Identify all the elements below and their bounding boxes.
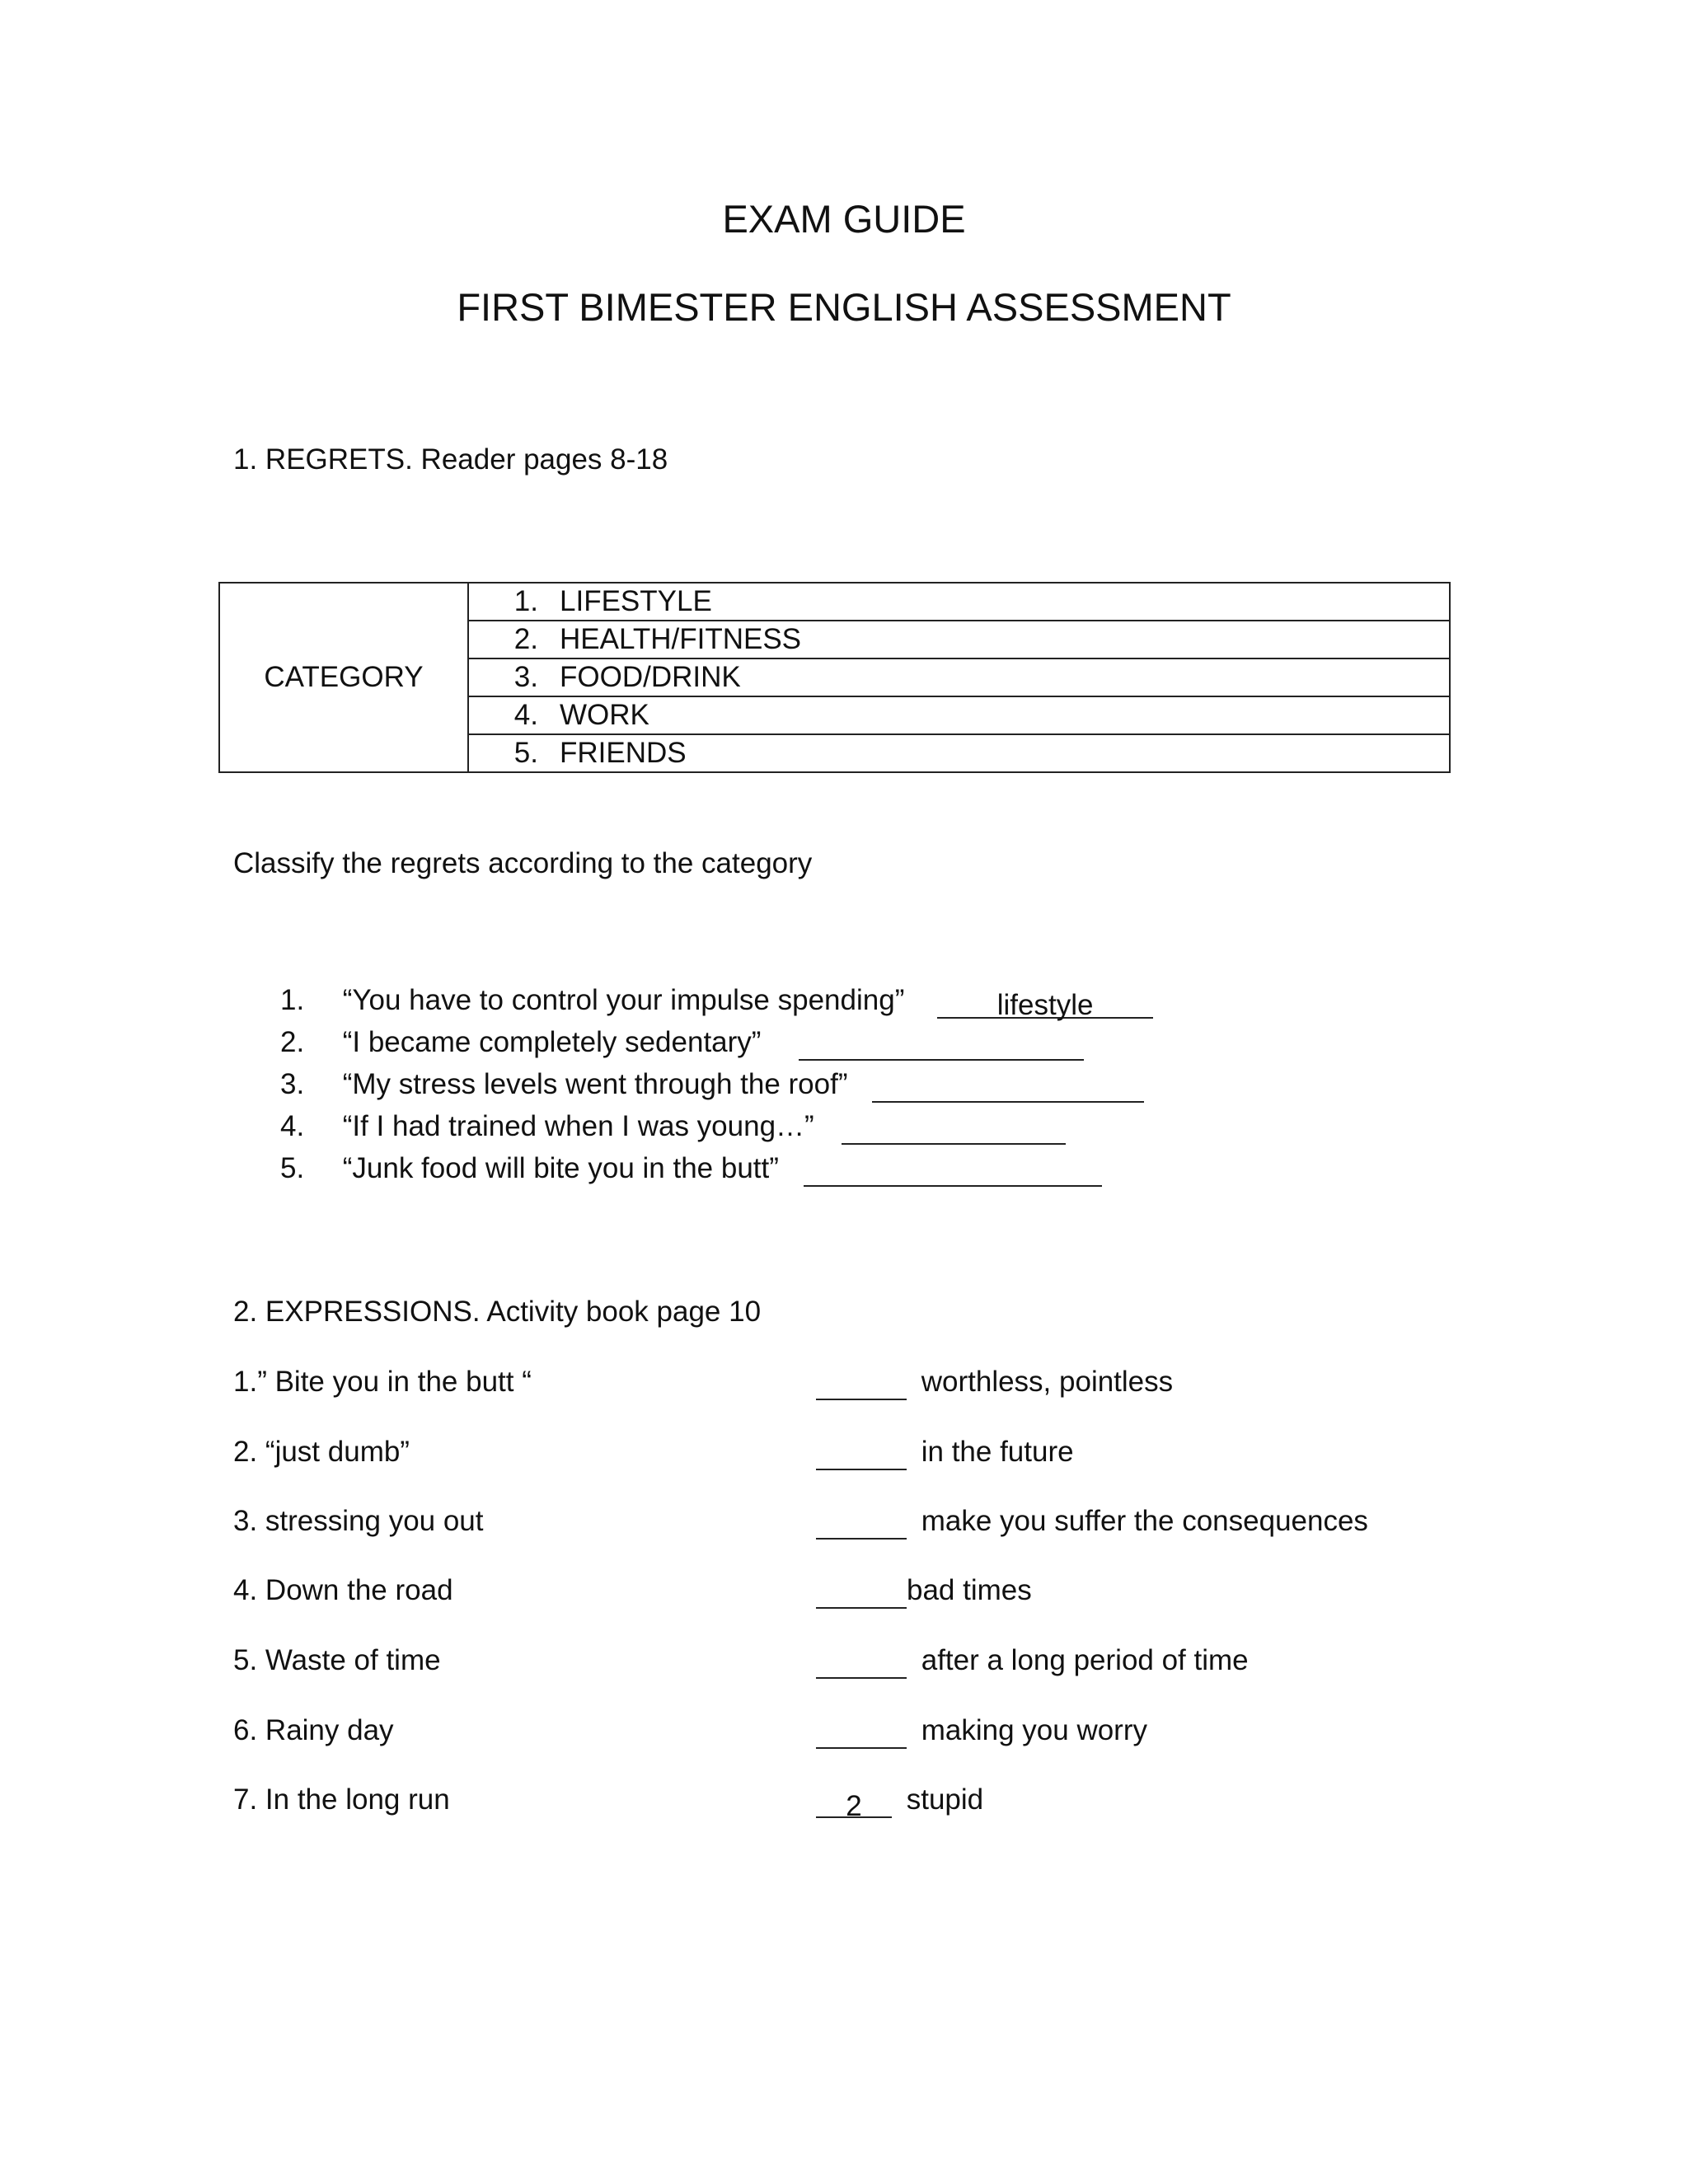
meaning-text: making you worry: [921, 1714, 1147, 1746]
category-name: FRIENDS: [560, 737, 687, 769]
expression-item: 6. Rainy day: [233, 1714, 394, 1746]
expression-item: 4. Down the road: [233, 1574, 453, 1606]
match-answer-blank[interactable]: [816, 1371, 907, 1400]
classify-instruction: Classify the regrets according to the category: [233, 847, 813, 879]
regret-number: 1.: [280, 984, 305, 1016]
meaning-text: after a long period of time: [921, 1644, 1249, 1676]
category-number: 5.: [513, 737, 538, 769]
regret-item: [280, 982, 1153, 1019]
category-row: [469, 621, 1449, 659]
expression-item: 5. Waste of time: [233, 1644, 441, 1676]
meaning-item: [816, 1434, 1074, 1470]
regret-item: [280, 1024, 1084, 1061]
match-answer-blank[interactable]: [816, 1719, 907, 1749]
meaning-item: [816, 1782, 984, 1822]
regret-answer-blank[interactable]: [804, 1155, 1102, 1187]
regret-quote: “My stress levels went through the roof”: [342, 1068, 848, 1100]
section-1-heading: 1. REGRETS. Reader pages 8-18: [233, 443, 668, 476]
regret-item: [280, 1066, 1144, 1103]
category-table: [218, 582, 1451, 773]
category-list: [469, 583, 1449, 771]
match-answer-blank[interactable]: [816, 1579, 907, 1609]
regret-item: [280, 1108, 1066, 1145]
match-answer-blank[interactable]: [816, 1441, 907, 1470]
expression-item: 7. In the long run: [233, 1783, 450, 1816]
category-row: [469, 583, 1449, 621]
regret-number: 4.: [280, 1110, 305, 1142]
meaning-text: bad times: [907, 1574, 1032, 1606]
meaning-text: in the future: [921, 1436, 1074, 1468]
regret-answer-blank[interactable]: [872, 1071, 1144, 1103]
regret-number: 3.: [280, 1068, 305, 1100]
expression-item: 1.” Bite you in the butt “: [233, 1366, 532, 1398]
meaning-text: stupid: [906, 1783, 984, 1816]
regret-answer-blank[interactable]: lifestyle: [937, 987, 1153, 1019]
meaning-item: [816, 1643, 1249, 1679]
category-name: HEALTH/FITNESS: [560, 623, 802, 655]
regret-item: [280, 1151, 1102, 1187]
section-2-heading: 2. EXPRESSIONS. Activity book page 10: [233, 1296, 762, 1328]
page-subtitle: FIRST BIMESTER ENGLISH ASSESSMENT: [457, 285, 1231, 329]
regret-quote: “I became completely sedentary”: [342, 1026, 762, 1058]
regret-quote: “Junk food will bite you in the butt”: [342, 1152, 779, 1184]
category-name: WORK: [560, 699, 649, 731]
meaning-item: [816, 1572, 1032, 1609]
category-number: 2.: [513, 623, 538, 655]
regret-answer-blank[interactable]: [799, 1029, 1084, 1061]
expression-item: 2. “just dumb”: [233, 1436, 410, 1468]
match-answer-blank[interactable]: [816, 1510, 907, 1540]
category-name: FOOD/DRINK: [560, 661, 741, 693]
category-label: CATEGORY: [220, 583, 469, 771]
category-number: 1.: [513, 585, 538, 617]
category-row: [469, 697, 1449, 735]
regret-quote: “You have to control your impulse spending”: [342, 984, 905, 1016]
meaning-item: [816, 1503, 1368, 1540]
meaning-item: [816, 1713, 1147, 1749]
page-title: EXAM GUIDE: [722, 197, 966, 241]
regret-answer-blank[interactable]: [842, 1113, 1066, 1145]
meaning-item: [816, 1364, 1173, 1400]
meaning-text: make you suffer the consequences: [921, 1505, 1368, 1537]
meaning-text: worthless, pointless: [921, 1366, 1174, 1398]
category-row: [469, 735, 1449, 771]
category-number: 4.: [513, 699, 538, 731]
category-name: LIFESTYLE: [560, 585, 712, 617]
regret-number: 5.: [280, 1152, 305, 1184]
expression-item: 3. stressing you out: [233, 1505, 484, 1537]
category-number: 3.: [513, 661, 538, 693]
category-row: [469, 659, 1449, 697]
regret-quote: “If I had trained when I was young…”: [342, 1110, 814, 1142]
match-answer-blank[interactable]: [816, 1649, 907, 1679]
match-answer-blank[interactable]: 2: [816, 1788, 892, 1818]
regret-number: 2.: [280, 1026, 305, 1058]
